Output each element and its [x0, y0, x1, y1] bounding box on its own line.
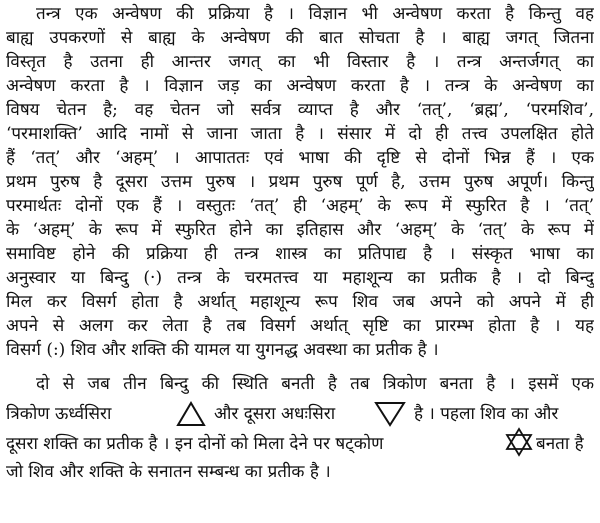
text-line: मिल कर विसर्ग होता है अर्थात् महाशून्य रूप शिव जब अपने को अपने में ही: [6, 292, 594, 312]
text-line: विस्तृत है उतना ही आन्तर जगत् का भी विस्तार है । तन्त्र अन्तर्जगत् का: [6, 52, 594, 72]
upward-triangle-icon: [176, 401, 206, 427]
downward-triangle-icon: [374, 401, 406, 427]
text-line: दो से जब तीन बिन्दु की स्थिति बनती है तब त्रिकोण बनता है । इसमें एक: [36, 374, 594, 394]
hexagram-icon: [505, 427, 533, 457]
text-fragment: दूसरा शक्ति का प्रतीक है । इन दोनों को मिला देने पर षट्कोण: [6, 434, 384, 454]
text-line: हैं ‘तत्’ और ‘अहम्’ । आपाततः एवं भाषा की दृष्टि से दोनों भिन्न हैं । एक: [6, 148, 594, 168]
text-line: विषय चेतन है; वह चेतन जो सर्वत्र व्याप्त है और ‘तत्’, ‘ब्रह्म’, ‘परमशिव’,: [6, 100, 594, 120]
text-fragment: और दूसरा अधःसिरा: [214, 404, 336, 424]
text-line: ‘परमाशक्ति’ आदि नामों से जाना जाता है । संसार में दो ही तत्त्व उपलक्षित होते: [6, 124, 594, 144]
text-fragment: त्रिकोण ऊर्ध्वसिरा: [6, 404, 112, 424]
text-line: विसर्ग (:) शिव और शक्ति की यामल या युगनद्ध अवस्था का प्रतीक है ।: [6, 340, 439, 360]
text-line: अपने से अलग कर लेता है तब विसर्ग अर्थात् सृष्टि का प्रारम्भ होता है । यह: [6, 316, 594, 336]
text-line: समाविष्ट होने की प्रक्रिया ही तन्त्र शास्त्र का प्रतिपाद्य है । संस्कृत भाषा का: [6, 244, 594, 264]
text-line: जो शिव और शक्ति के सनातन सम्बन्ध का प्रतीक है ।: [6, 462, 331, 482]
text-fragment: बनता है: [536, 434, 584, 454]
text-line: बाह्य उपकरणों से बाह्य के अन्वेषण की बात सोचता है । बाह्य जगत् जितना: [6, 28, 594, 48]
text-fragment: है । पहला शिव का और: [414, 404, 559, 424]
text-line: प्रथम पुरुष है दूसरा उत्तम पुरुष । प्रथम पुरुष पूर्ण है, उत्तम पुरुष अपूर्ण। किन्तु: [6, 172, 594, 192]
text-line: परमार्थतः दोनों एक हैं । वस्तुतः ‘तत्’ ही ‘अहम्’ के रूप में स्फुरित है । ‘तत्’: [6, 196, 594, 216]
text-line: तन्त्र एक अन्वेषण की प्रक्रिया है । विज्ञान भी अन्वेषण करता है किन्तु वह: [36, 4, 594, 24]
text-line: अनुस्वार या बिन्दु (·) तन्त्र के चरमतत्त्व या महाशून्य का प्रतीक है । दो बिन्दु: [6, 268, 594, 288]
text-line: अन्वेषण करता है । विज्ञान जड़ का अन्वेषण करता है । तन्त्र के अन्वेषण का: [6, 76, 594, 96]
text-line: के ‘अहम्’ के रूप में स्फुरित होने का इतिहास और ‘अहम्’ के ‘तत्’ के रूप में: [6, 220, 594, 240]
